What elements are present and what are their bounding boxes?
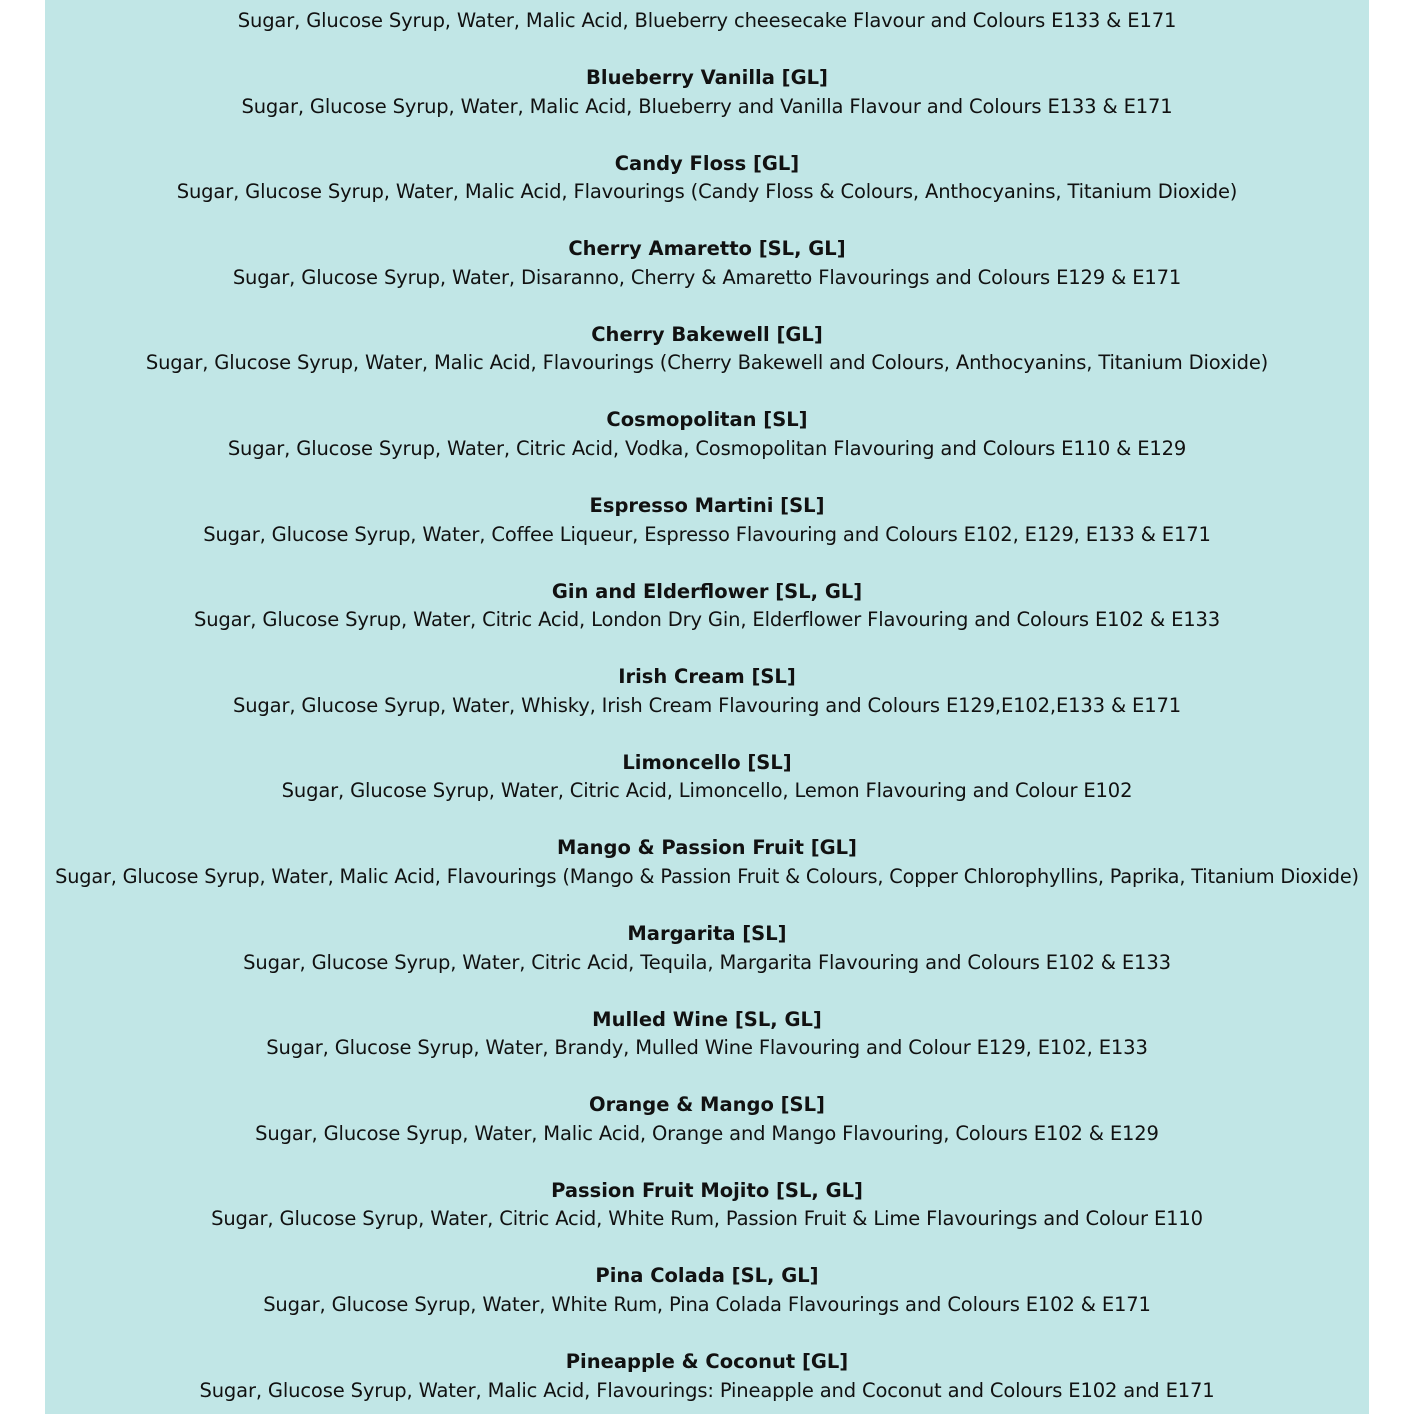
flavour-entry <box>45 1091 1369 1177</box>
flavour-name: Blueberry Vanilla [GL] <box>586 66 828 90</box>
flavour-ingredients: Sugar, Glucose Syrup, Water, Brandy, Mulled Wine Flavouring and Colour E129, E102, E133 <box>266 1036 1148 1060</box>
flavour-list <box>45 0 1369 1414</box>
flavour-name: Gin and Elderflower [SL, GL] <box>551 579 863 603</box>
flavour-ingredients: Sugar, Glucose Syrup, Water, Malic Acid, Blueberry cheesecake Flavour and Colours E133 & E171 <box>237 9 1177 33</box>
flavour-ingredients: Sugar, Glucose Syrup, Water, White Rum, Pina Colada Flavourings and Colours E102 & E171 <box>263 1293 1151 1316</box>
flavour-ingredients: Sugar, Glucose Syrup, Water, Coffee Liqueur, Espresso Flavouring and Colours E102, E129, E133 & E171 <box>203 522 1211 546</box>
flavour-entry <box>45 64 1369 150</box>
flavour-name: Irish Cream [SL] <box>618 665 796 689</box>
flavour-ingredients: Sugar, Glucose Syrup, Water, Citric Acid, White Rum, Passion Fruit & Lime Flavourings and Colour E110 <box>211 1207 1203 1231</box>
flavour-entry <box>45 321 1369 407</box>
flavour-ingredients: Sugar, Glucose Syrup, Water, Malic Acid, Flavourings (Mango & Passion Fruit & Colours, Copper Chlorophyllins, Paprika, Titanium Dioxide) <box>55 865 1359 889</box>
flavour-ingredients: Sugar, Glucose Syrup, Water, Citric Acid, Vodka, Cosmopolitan Flavouring and Colours E110 & E129 <box>227 437 1187 461</box>
flavour-name: Candy Floss [GL] <box>614 151 800 175</box>
flavour-entry <box>45 1262 1369 1348</box>
flavour-ingredients: Sugar, Glucose Syrup, Water, Malic Acid, Blueberry and Vanilla Flavour and Colours E133 & E171 <box>241 94 1173 118</box>
flavour-ingredients: Sugar, Glucose Syrup, Water, Citric Acid, Limoncello, Lemon Flavouring and Colour E102 <box>281 779 1133 803</box>
flavour-entry <box>45 150 1369 236</box>
flavour-ingredients: Sugar, Glucose Syrup, Water, Citric Acid, London Dry Gin, Elderflower Flavouring and Colours E102 & E133 <box>193 608 1221 632</box>
ingredients-panel <box>45 0 1369 1414</box>
flavour-name: Espresso Martini [SL] <box>589 494 825 518</box>
flavour-name: Cherry Bakewell [GL] <box>591 322 823 346</box>
flavour-name: Pina Colada [SL, GL] <box>595 1264 819 1288</box>
flavour-entry <box>45 1006 1369 1092</box>
flavour-entry <box>45 578 1369 664</box>
flavour-ingredients: Sugar, Glucose Syrup, Water, Malic Acid, Orange and Mango Flavouring, Colours E102 & E129 <box>255 1121 1159 1145</box>
flavour-ingredients: Sugar, Glucose Syrup, Water, Malic Acid, Flavourings (Cherry Bakewell and Colours, Anthocyanins, Titanium Dioxide) <box>145 351 1269 375</box>
flavour-entry <box>45 0 1369 64</box>
flavour-entry <box>45 663 1369 749</box>
flavour-ingredients: Sugar, Glucose Syrup, Water, Malic Acid, Flavourings: Pineapple and Coconut and Colours E102 and E171 <box>199 1378 1215 1402</box>
flavour-ingredients: Sugar, Glucose Syrup, Water, Whisky, Irish Cream Flavouring and Colours E129,E102,E133 & E171 <box>233 693 1181 717</box>
flavour-name: Passion Fruit Mojito [SL, GL] <box>551 1178 863 1202</box>
flavour-entry <box>45 235 1369 321</box>
flavour-name: Mulled Wine [SL, GL] <box>592 1007 822 1031</box>
flavour-entry <box>45 406 1369 492</box>
flavour-ingredients: Sugar, Glucose Syrup, Water, Malic Acid, Flavourings (Candy Floss & Colours, Anthocyanins, Titanium Dioxide) <box>176 180 1238 204</box>
flavour-entry <box>45 492 1369 578</box>
flavour-name: Orange & Mango [SL] <box>589 1093 825 1117</box>
flavour-entry <box>45 834 1369 920</box>
flavour-entry <box>45 1177 1369 1263</box>
flavour-ingredients: Sugar, Glucose Syrup, Water, Disaranno, Cherry & Amaretto Flavourings and Colours E129 & E171 <box>232 265 1182 289</box>
flavour-entry <box>45 1348 1369 1414</box>
flavour-name: Cherry Amaretto [SL, GL] <box>568 237 846 261</box>
flavour-entry <box>45 920 1369 1006</box>
flavour-name <box>45 0 1369 7</box>
flavour-ingredients: Sugar, Glucose Syrup, Water, Citric Acid, Tequila, Margarita Flavouring and Colours E102 & E133 <box>243 950 1171 974</box>
flavour-name: Margarita [SL] <box>627 922 787 946</box>
flavour-name: Mango & Passion Fruit [GL] <box>557 836 857 860</box>
flavour-entry <box>45 749 1369 835</box>
flavour-name: Cosmopolitan [SL] <box>606 408 808 432</box>
flavour-name: Limoncello [SL] <box>622 750 792 774</box>
flavour-name: Pineapple & Coconut [GL] <box>565 1350 849 1373</box>
